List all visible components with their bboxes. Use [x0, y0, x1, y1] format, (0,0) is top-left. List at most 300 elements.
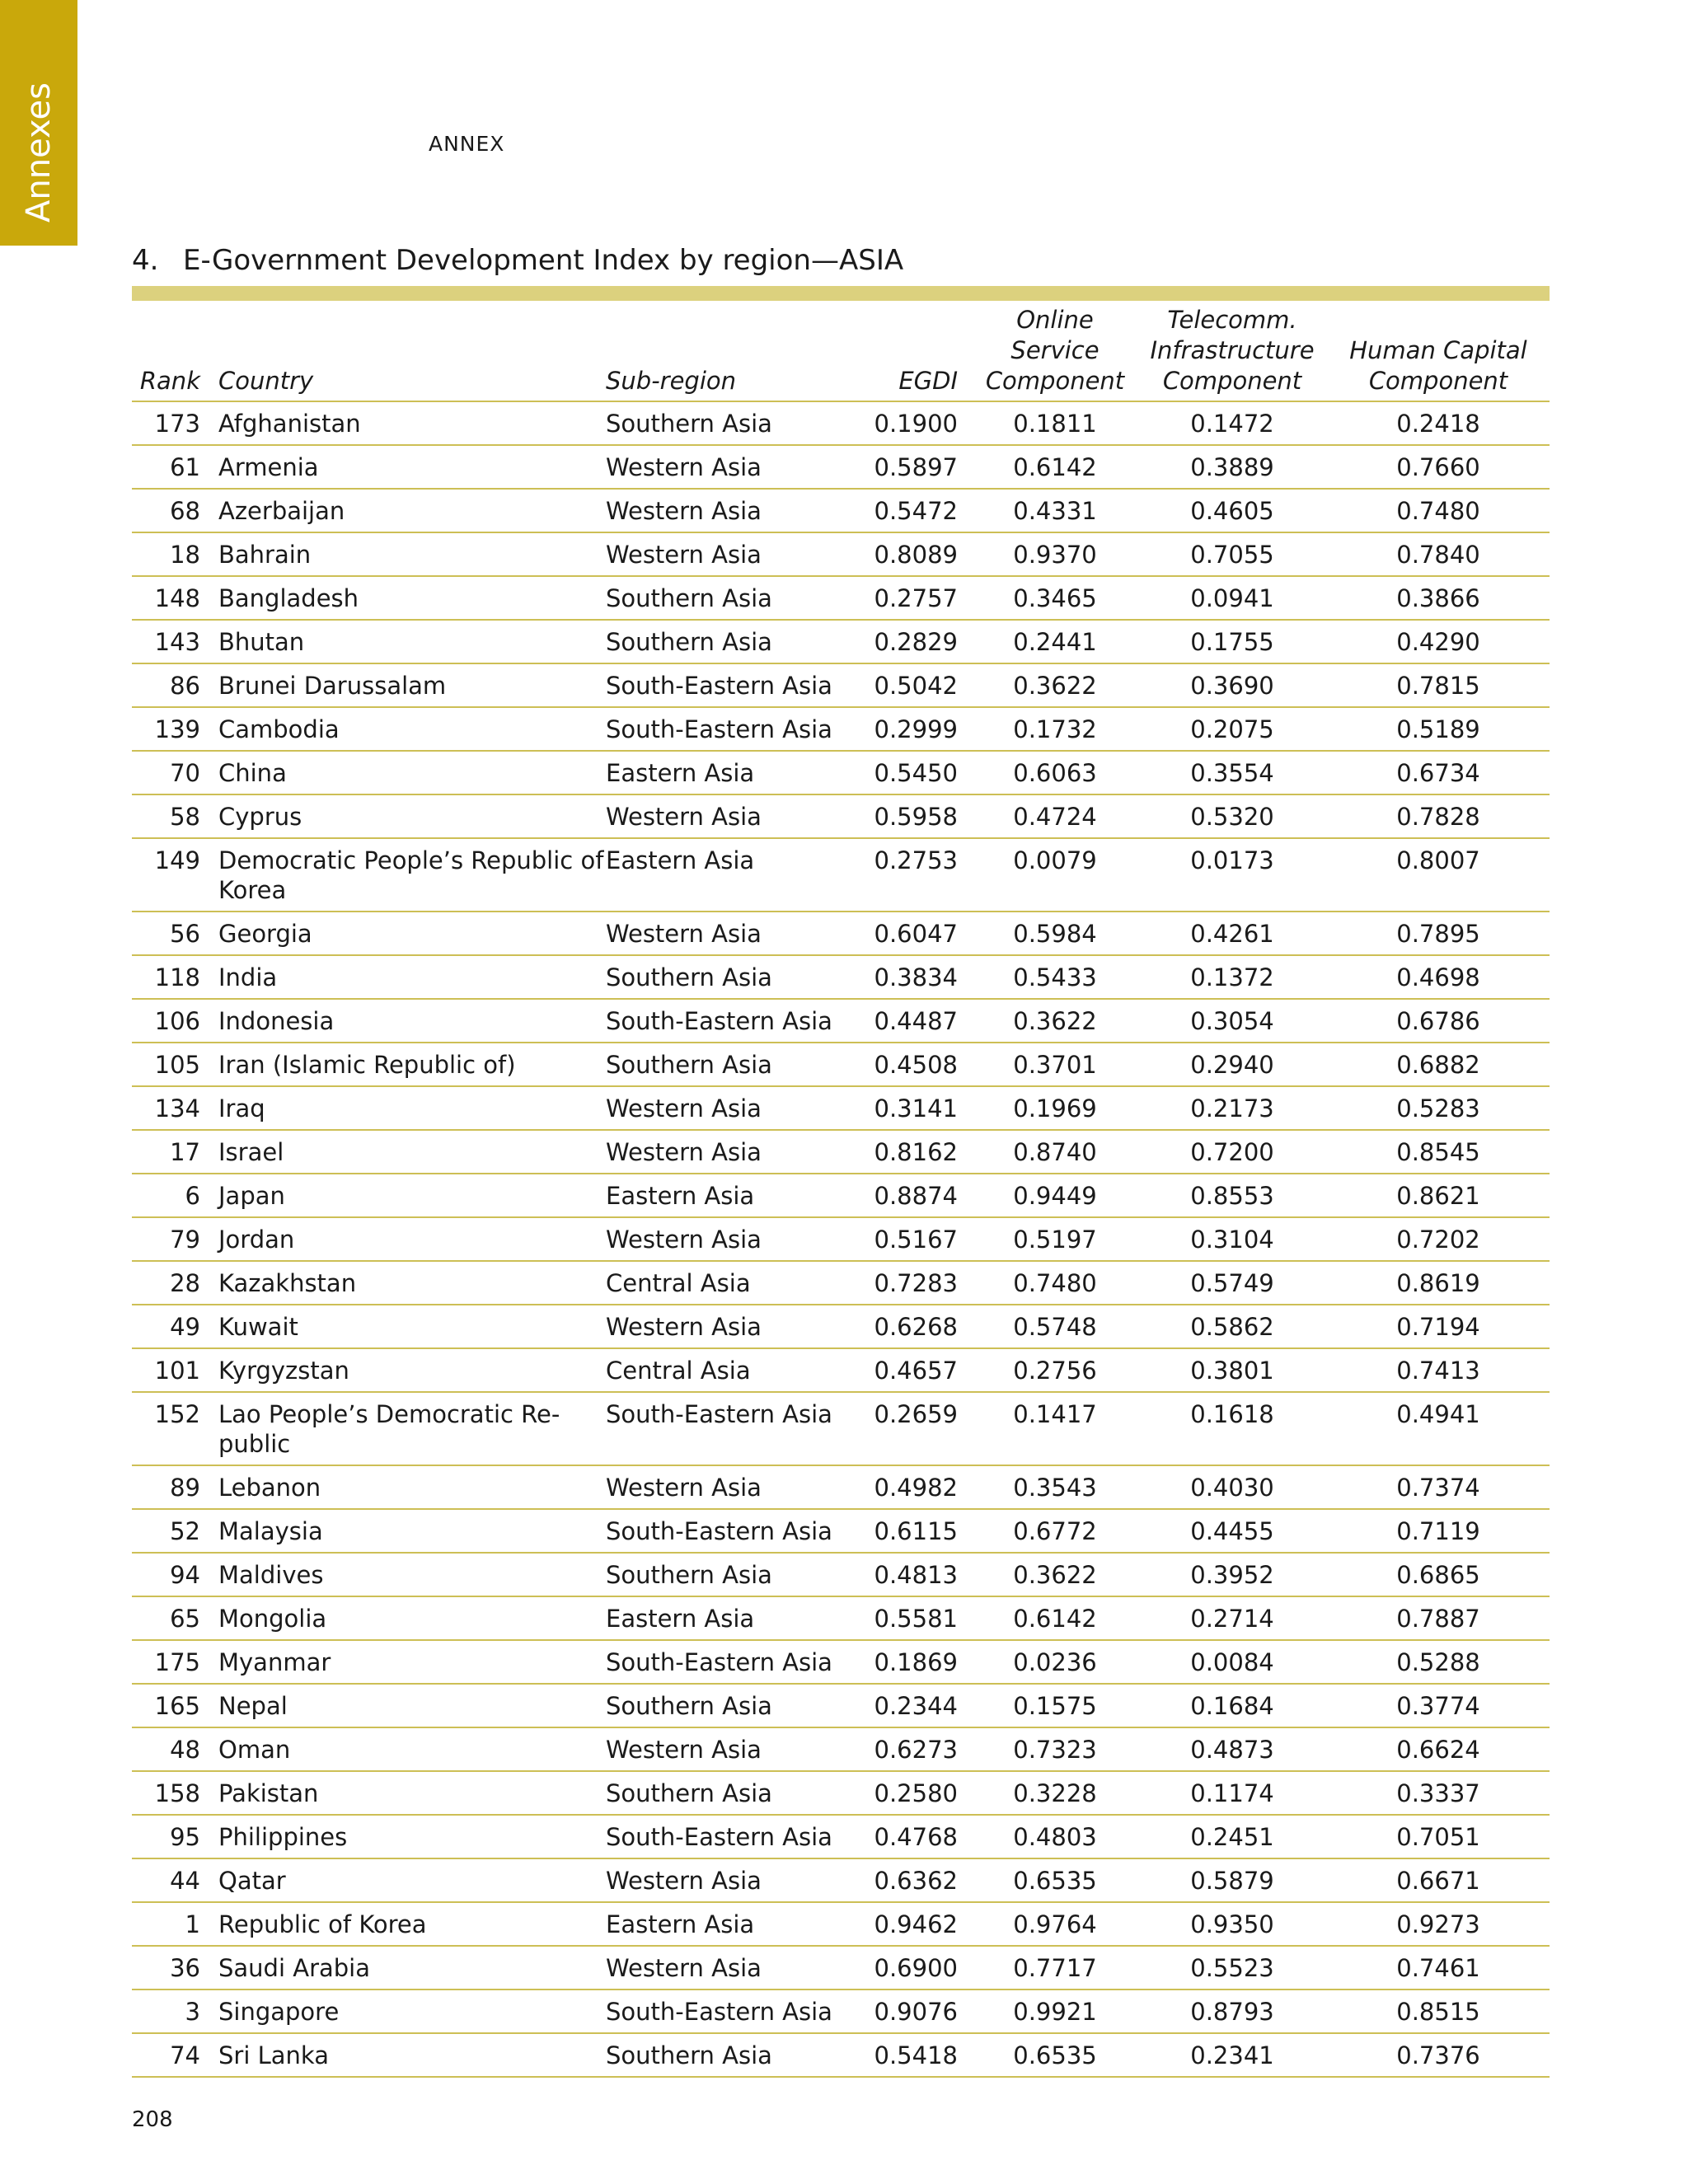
cell-online-service: 0.6535 — [973, 2033, 1137, 2077]
cell-telecom-infrastructure: 0.7055 — [1137, 532, 1327, 576]
section-title-text: E-Government Development Index by region—ASIA — [183, 244, 904, 277]
cell-telecom-infrastructure: 0.5749 — [1137, 1261, 1327, 1305]
cell-telecom-infrastructure: 0.3554 — [1137, 751, 1327, 794]
cell-human-capital: 0.7051 — [1327, 1815, 1550, 1858]
table-row — [132, 1130, 1550, 1174]
cell-egdi: 0.5042 — [853, 663, 973, 707]
cell-telecom-infrastructure: 0.3104 — [1137, 1217, 1327, 1261]
cell-rank: 94 — [132, 1553, 218, 1596]
cell-country: Saudi Arabia — [218, 1946, 606, 1990]
cell-subregion: Southern Asia — [606, 620, 853, 663]
cell-subregion: Southern Asia — [606, 1684, 853, 1727]
cell-human-capital: 0.7815 — [1327, 663, 1550, 707]
cell-egdi: 0.1869 — [853, 1640, 973, 1684]
cell-online-service: 0.4724 — [973, 794, 1137, 838]
cell-egdi: 0.6115 — [853, 1509, 973, 1553]
header-telecom-line-2: Infrastructure — [1150, 336, 1315, 364]
cell-online-service: 0.5197 — [973, 1217, 1137, 1261]
cell-telecom-infrastructure: 0.8553 — [1137, 1174, 1327, 1217]
cell-rank: 165 — [132, 1684, 218, 1727]
cell-egdi: 0.9076 — [853, 1990, 973, 2033]
cell-subregion: Eastern Asia — [606, 838, 853, 912]
cell-subregion: Western Asia — [606, 1130, 853, 1174]
cell-subregion: South-Eastern Asia — [606, 1509, 853, 1553]
cell-human-capital: 0.7480 — [1327, 489, 1550, 532]
cell-human-capital: 0.8007 — [1327, 838, 1550, 912]
cell-telecom-infrastructure: 0.4873 — [1137, 1727, 1327, 1771]
cell-human-capital: 0.5283 — [1327, 1086, 1550, 1130]
cell-telecom-infrastructure: 0.3889 — [1137, 445, 1327, 489]
cell-telecom-infrastructure: 0.8793 — [1137, 1990, 1327, 2033]
cell-human-capital: 0.6624 — [1327, 1727, 1550, 1771]
cell-subregion: Southern Asia — [606, 2033, 853, 2077]
cell-egdi: 0.8162 — [853, 1130, 973, 1174]
cell-human-capital: 0.9273 — [1327, 1902, 1550, 1946]
cell-telecom-infrastructure: 0.4455 — [1137, 1509, 1327, 1553]
cell-online-service: 0.3622 — [973, 999, 1137, 1043]
cell-online-service: 0.4803 — [973, 1815, 1137, 1858]
cell-country: Lao People’s Democratic Re-public — [218, 1392, 606, 1465]
cell-rank: 148 — [132, 576, 218, 620]
header-human-line-2: Component — [1368, 367, 1508, 395]
cell-country: Bangladesh — [218, 576, 606, 620]
cell-human-capital: 0.4290 — [1327, 620, 1550, 663]
cell-online-service: 0.0079 — [973, 838, 1137, 912]
table-row — [132, 912, 1550, 955]
cell-egdi: 0.3141 — [853, 1086, 973, 1130]
cell-rank: 86 — [132, 663, 218, 707]
cell-country: Afghanistan — [218, 401, 606, 445]
cell-telecom-infrastructure: 0.1174 — [1137, 1771, 1327, 1815]
table-row — [132, 999, 1550, 1043]
cell-rank: 139 — [132, 707, 218, 751]
cell-country: Pakistan — [218, 1771, 606, 1815]
cell-country: Republic of Korea — [218, 1902, 606, 1946]
cell-rank: 173 — [132, 401, 218, 445]
cell-online-service: 0.5433 — [973, 955, 1137, 999]
cell-online-service: 0.6063 — [973, 751, 1137, 794]
cell-country: Democratic People’s Republic of Korea — [218, 838, 606, 912]
cell-online-service: 0.0236 — [973, 1640, 1137, 1684]
cell-online-service: 0.7480 — [973, 1261, 1137, 1305]
cell-rank: 65 — [132, 1596, 218, 1640]
cell-subregion: Southern Asia — [606, 1771, 853, 1815]
cell-human-capital: 0.7413 — [1327, 1348, 1550, 1392]
cell-country: Bahrain — [218, 532, 606, 576]
cell-country: Kazakhstan — [218, 1261, 606, 1305]
cell-telecom-infrastructure: 0.2714 — [1137, 1596, 1327, 1640]
cell-telecom-infrastructure: 0.1684 — [1137, 1684, 1327, 1727]
table-row — [132, 838, 1550, 912]
table-row — [132, 1043, 1550, 1086]
cell-subregion: Eastern Asia — [606, 1596, 853, 1640]
cell-online-service: 0.3543 — [973, 1465, 1137, 1509]
cell-telecom-infrastructure: 0.9350 — [1137, 1902, 1327, 1946]
cell-rank: 48 — [132, 1727, 218, 1771]
cell-egdi: 0.3834 — [853, 955, 973, 999]
header-online-service — [973, 305, 1137, 401]
cell-online-service: 0.2441 — [973, 620, 1137, 663]
cell-egdi: 0.4508 — [853, 1043, 973, 1086]
cell-egdi: 0.4487 — [853, 999, 973, 1043]
cell-subregion: South-Eastern Asia — [606, 1640, 853, 1684]
cell-telecom-infrastructure: 0.4261 — [1137, 912, 1327, 955]
cell-online-service: 0.7323 — [973, 1727, 1137, 1771]
header-telecom-infrastructure — [1137, 305, 1327, 401]
cell-subregion: South-Eastern Asia — [606, 1392, 853, 1465]
cell-rank: 134 — [132, 1086, 218, 1130]
cell-egdi: 0.2659 — [853, 1392, 973, 1465]
table-header-row — [132, 305, 1550, 401]
cell-telecom-infrastructure: 0.2075 — [1137, 707, 1327, 751]
cell-online-service: 0.6142 — [973, 445, 1137, 489]
cell-subregion: Western Asia — [606, 1858, 853, 1902]
cell-human-capital: 0.6865 — [1327, 1553, 1550, 1596]
cell-subregion: Western Asia — [606, 489, 853, 532]
cell-rank: 61 — [132, 445, 218, 489]
cell-rank: 18 — [132, 532, 218, 576]
cell-subregion: Western Asia — [606, 1946, 853, 1990]
header-subregion: Sub-region — [606, 305, 853, 401]
cell-rank: 44 — [132, 1858, 218, 1902]
cell-rank: 3 — [132, 1990, 218, 2033]
cell-country: Kuwait — [218, 1305, 606, 1348]
cell-egdi: 0.6362 — [853, 1858, 973, 1902]
cell-human-capital: 0.5288 — [1327, 1640, 1550, 1684]
cell-subregion: Southern Asia — [606, 1553, 853, 1596]
table-row — [132, 751, 1550, 794]
cell-telecom-infrastructure: 0.7200 — [1137, 1130, 1327, 1174]
cell-online-service: 0.5748 — [973, 1305, 1137, 1348]
cell-subregion: Central Asia — [606, 1348, 853, 1392]
cell-country: Israel — [218, 1130, 606, 1174]
table-row — [132, 1902, 1550, 1946]
cell-human-capital: 0.7194 — [1327, 1305, 1550, 1348]
table-row — [132, 620, 1550, 663]
cell-telecom-infrastructure: 0.1755 — [1137, 620, 1327, 663]
cell-country: Lebanon — [218, 1465, 606, 1509]
cell-telecom-infrastructure: 0.5862 — [1137, 1305, 1327, 1348]
cell-country: Brunei Darussalam — [218, 663, 606, 707]
cell-online-service: 0.3701 — [973, 1043, 1137, 1086]
cell-subregion: South-Eastern Asia — [606, 1990, 853, 2033]
cell-rank: 118 — [132, 955, 218, 999]
cell-telecom-infrastructure: 0.2451 — [1137, 1815, 1327, 1858]
cell-egdi: 0.6268 — [853, 1305, 973, 1348]
cell-country: Iraq — [218, 1086, 606, 1130]
cell-telecom-infrastructure: 0.2940 — [1137, 1043, 1327, 1086]
cell-online-service: 0.1417 — [973, 1392, 1137, 1465]
cell-online-service: 0.9449 — [973, 1174, 1137, 1217]
cell-rank: 89 — [132, 1465, 218, 1509]
cell-country: Indonesia — [218, 999, 606, 1043]
cell-country: Armenia — [218, 445, 606, 489]
cell-rank: 1 — [132, 1902, 218, 1946]
cell-telecom-infrastructure: 0.2341 — [1137, 2033, 1327, 2077]
cell-human-capital: 0.2418 — [1327, 401, 1550, 445]
cell-rank: 36 — [132, 1946, 218, 1990]
cell-online-service: 0.1969 — [973, 1086, 1137, 1130]
cell-subregion: Southern Asia — [606, 1043, 853, 1086]
cell-human-capital: 0.7828 — [1327, 794, 1550, 838]
cell-country: Cambodia — [218, 707, 606, 751]
cell-subregion: Southern Asia — [606, 955, 853, 999]
cell-rank: 101 — [132, 1348, 218, 1392]
cell-telecom-infrastructure: 0.0084 — [1137, 1640, 1327, 1684]
table-row — [132, 794, 1550, 838]
cell-egdi: 0.9462 — [853, 1902, 973, 1946]
cell-subregion: Western Asia — [606, 1217, 853, 1261]
cell-egdi: 0.5418 — [853, 2033, 973, 2077]
table-row — [132, 2033, 1550, 2077]
cell-online-service: 0.6142 — [973, 1596, 1137, 1640]
table-row — [132, 707, 1550, 751]
cell-subregion: Eastern Asia — [606, 1902, 853, 1946]
cell-country: Maldives — [218, 1553, 606, 1596]
cell-egdi: 0.6273 — [853, 1727, 973, 1771]
cell-telecom-infrastructure: 0.0941 — [1137, 576, 1327, 620]
cell-rank: 152 — [132, 1392, 218, 1465]
cell-online-service: 0.1811 — [973, 401, 1137, 445]
cell-telecom-infrastructure: 0.4030 — [1137, 1465, 1327, 1509]
cell-online-service: 0.6535 — [973, 1858, 1137, 1902]
cell-subregion: Western Asia — [606, 794, 853, 838]
cell-egdi: 0.7283 — [853, 1261, 973, 1305]
cell-rank: 56 — [132, 912, 218, 955]
cell-online-service: 0.5984 — [973, 912, 1137, 955]
cell-human-capital: 0.6671 — [1327, 1858, 1550, 1902]
section-number: 4. — [132, 244, 159, 277]
table-row — [132, 489, 1550, 532]
cell-telecom-infrastructure: 0.3054 — [1137, 999, 1327, 1043]
cell-subregion: Eastern Asia — [606, 1174, 853, 1217]
cell-telecom-infrastructure: 0.3801 — [1137, 1348, 1327, 1392]
header-human-capital — [1327, 305, 1550, 401]
cell-rank: 105 — [132, 1043, 218, 1086]
cell-human-capital: 0.8515 — [1327, 1990, 1550, 2033]
cell-rank: 95 — [132, 1815, 218, 1858]
cell-online-service: 0.1732 — [973, 707, 1137, 751]
cell-rank: 175 — [132, 1640, 218, 1684]
cell-subregion: Western Asia — [606, 445, 853, 489]
cell-egdi: 0.5897 — [853, 445, 973, 489]
cell-telecom-infrastructure: 0.4605 — [1137, 489, 1327, 532]
table-row — [132, 1348, 1550, 1392]
table-row — [132, 1465, 1550, 1509]
cell-country: Georgia — [218, 912, 606, 955]
cell-subregion: Western Asia — [606, 1465, 853, 1509]
header-country: Country — [218, 305, 606, 401]
cell-human-capital: 0.7461 — [1327, 1946, 1550, 1990]
header-telecom-line-3: Component — [1162, 367, 1302, 395]
header-online-line-2: Component — [985, 367, 1125, 395]
cell-country: Japan — [218, 1174, 606, 1217]
cell-rank: 79 — [132, 1217, 218, 1261]
table-row — [132, 1640, 1550, 1684]
cell-country: Cyprus — [218, 794, 606, 838]
cell-egdi: 0.6047 — [853, 912, 973, 955]
cell-human-capital: 0.6734 — [1327, 751, 1550, 794]
table-row — [132, 1261, 1550, 1305]
header-telecom-line-1: Telecomm. — [1167, 306, 1297, 334]
cell-rank: 68 — [132, 489, 218, 532]
cell-subregion: Eastern Asia — [606, 751, 853, 794]
cell-human-capital: 0.6786 — [1327, 999, 1550, 1043]
cell-online-service: 0.6772 — [973, 1509, 1137, 1553]
cell-online-service: 0.2756 — [973, 1348, 1137, 1392]
table-row — [132, 1815, 1550, 1858]
cell-human-capital: 0.4941 — [1327, 1392, 1550, 1465]
cell-country: Qatar — [218, 1858, 606, 1902]
cell-country: Philippines — [218, 1815, 606, 1858]
cell-country: Oman — [218, 1727, 606, 1771]
cell-human-capital: 0.7840 — [1327, 532, 1550, 576]
cell-country: Bhutan — [218, 620, 606, 663]
cell-human-capital: 0.3337 — [1327, 1771, 1550, 1815]
cell-rank: 143 — [132, 620, 218, 663]
cell-subregion: Southern Asia — [606, 401, 853, 445]
cell-egdi: 0.8874 — [853, 1174, 973, 1217]
table-row — [132, 955, 1550, 999]
cell-human-capital: 0.6882 — [1327, 1043, 1550, 1086]
cell-country: Kyrgyzstan — [218, 1348, 606, 1392]
table-row — [132, 1858, 1550, 1902]
cell-human-capital: 0.8545 — [1327, 1130, 1550, 1174]
cell-human-capital: 0.3866 — [1327, 576, 1550, 620]
cell-country: Singapore — [218, 1990, 606, 2033]
cell-online-service: 0.3465 — [973, 576, 1137, 620]
cell-egdi: 0.4982 — [853, 1465, 973, 1509]
cell-human-capital: 0.7202 — [1327, 1217, 1550, 1261]
cell-egdi: 0.2580 — [853, 1771, 973, 1815]
table-row — [132, 1509, 1550, 1553]
cell-rank: 28 — [132, 1261, 218, 1305]
table-row — [132, 1392, 1550, 1465]
cell-online-service: 0.7717 — [973, 1946, 1137, 1990]
header-online-line-1: Online Service — [1010, 306, 1100, 364]
cell-subregion: Western Asia — [606, 1305, 853, 1348]
annexes-side-tab — [0, 0, 77, 246]
table-row — [132, 1174, 1550, 1217]
table-row — [132, 1771, 1550, 1815]
table-row — [132, 1305, 1550, 1348]
cell-egdi: 0.5167 — [853, 1217, 973, 1261]
cell-subregion: Western Asia — [606, 1086, 853, 1130]
cell-subregion: Western Asia — [606, 912, 853, 955]
table-row — [132, 1553, 1550, 1596]
table-row — [132, 663, 1550, 707]
cell-human-capital: 0.7374 — [1327, 1465, 1550, 1509]
cell-online-service: 0.9921 — [973, 1990, 1137, 2033]
cell-telecom-infrastructure: 0.3952 — [1137, 1553, 1327, 1596]
table-row — [132, 1684, 1550, 1727]
cell-telecom-infrastructure: 0.0173 — [1137, 838, 1327, 912]
cell-rank: 149 — [132, 838, 218, 912]
cell-human-capital: 0.7119 — [1327, 1509, 1550, 1553]
cell-rank: 70 — [132, 751, 218, 794]
table-row — [132, 1217, 1550, 1261]
cell-subregion: Western Asia — [606, 532, 853, 576]
cell-subregion: Southern Asia — [606, 576, 853, 620]
cell-egdi: 0.4813 — [853, 1553, 973, 1596]
cell-country: Iran (Islamic Republic of) — [218, 1043, 606, 1086]
cell-egdi: 0.2999 — [853, 707, 973, 751]
table-row — [132, 1596, 1550, 1640]
cell-egdi: 0.5958 — [853, 794, 973, 838]
cell-telecom-infrastructure: 0.3690 — [1137, 663, 1327, 707]
cell-subregion: Western Asia — [606, 1727, 853, 1771]
annexes-tab-label: Annexes — [20, 82, 58, 223]
cell-egdi: 0.5472 — [853, 489, 973, 532]
cell-subregion: South-Eastern Asia — [606, 707, 853, 751]
cell-egdi: 0.2344 — [853, 1684, 973, 1727]
cell-human-capital: 0.7887 — [1327, 1596, 1550, 1640]
cell-country: Myanmar — [218, 1640, 606, 1684]
cell-telecom-infrastructure: 0.1472 — [1137, 401, 1327, 445]
cell-egdi: 0.6900 — [853, 1946, 973, 1990]
table-row — [132, 445, 1550, 489]
table-row — [132, 1946, 1550, 1990]
cell-human-capital: 0.8621 — [1327, 1174, 1550, 1217]
cell-human-capital: 0.7660 — [1327, 445, 1550, 489]
cell-egdi: 0.4768 — [853, 1815, 973, 1858]
table-row — [132, 1990, 1550, 2033]
table-row — [132, 576, 1550, 620]
cell-rank: 74 — [132, 2033, 218, 2077]
cell-country: Jordan — [218, 1217, 606, 1261]
table-row — [132, 1086, 1550, 1130]
page-number: 208 — [132, 2107, 173, 2132]
cell-human-capital: 0.4698 — [1327, 955, 1550, 999]
cell-telecom-infrastructure: 0.1618 — [1137, 1392, 1327, 1465]
cell-rank: 158 — [132, 1771, 218, 1815]
table-row — [132, 532, 1550, 576]
cell-egdi: 0.5450 — [853, 751, 973, 794]
cell-country: Malaysia — [218, 1509, 606, 1553]
cell-human-capital: 0.5189 — [1327, 707, 1550, 751]
header-rank: Rank — [132, 305, 218, 401]
cell-rank: 49 — [132, 1305, 218, 1348]
cell-human-capital: 0.8619 — [1327, 1261, 1550, 1305]
cell-rank: 58 — [132, 794, 218, 838]
cell-subregion: Central Asia — [606, 1261, 853, 1305]
cell-rank: 17 — [132, 1130, 218, 1174]
cell-online-service: 0.3228 — [973, 1771, 1137, 1815]
cell-country: Mongolia — [218, 1596, 606, 1640]
table-body — [132, 401, 1550, 2077]
cell-telecom-infrastructure: 0.5879 — [1137, 1858, 1327, 1902]
cell-online-service: 0.1575 — [973, 1684, 1137, 1727]
cell-subregion: South-Eastern Asia — [606, 1815, 853, 1858]
cell-rank: 106 — [132, 999, 218, 1043]
cell-country: Sri Lanka — [218, 2033, 606, 2077]
cell-human-capital: 0.3774 — [1327, 1684, 1550, 1727]
cell-human-capital: 0.7895 — [1327, 912, 1550, 955]
cell-country: Azerbaijan — [218, 489, 606, 532]
cell-egdi: 0.2753 — [853, 838, 973, 912]
cell-egdi: 0.2829 — [853, 620, 973, 663]
table-row — [132, 401, 1550, 445]
section-title — [132, 244, 903, 277]
cell-online-service: 0.9764 — [973, 1902, 1137, 1946]
cell-telecom-infrastructure: 0.5320 — [1137, 794, 1327, 838]
annex-header-label: ANNEX — [429, 132, 505, 156]
cell-egdi: 0.5581 — [853, 1596, 973, 1640]
cell-online-service: 0.4331 — [973, 489, 1137, 532]
cell-online-service: 0.8740 — [973, 1130, 1137, 1174]
cell-country: India — [218, 955, 606, 999]
cell-egdi: 0.4657 — [853, 1348, 973, 1392]
